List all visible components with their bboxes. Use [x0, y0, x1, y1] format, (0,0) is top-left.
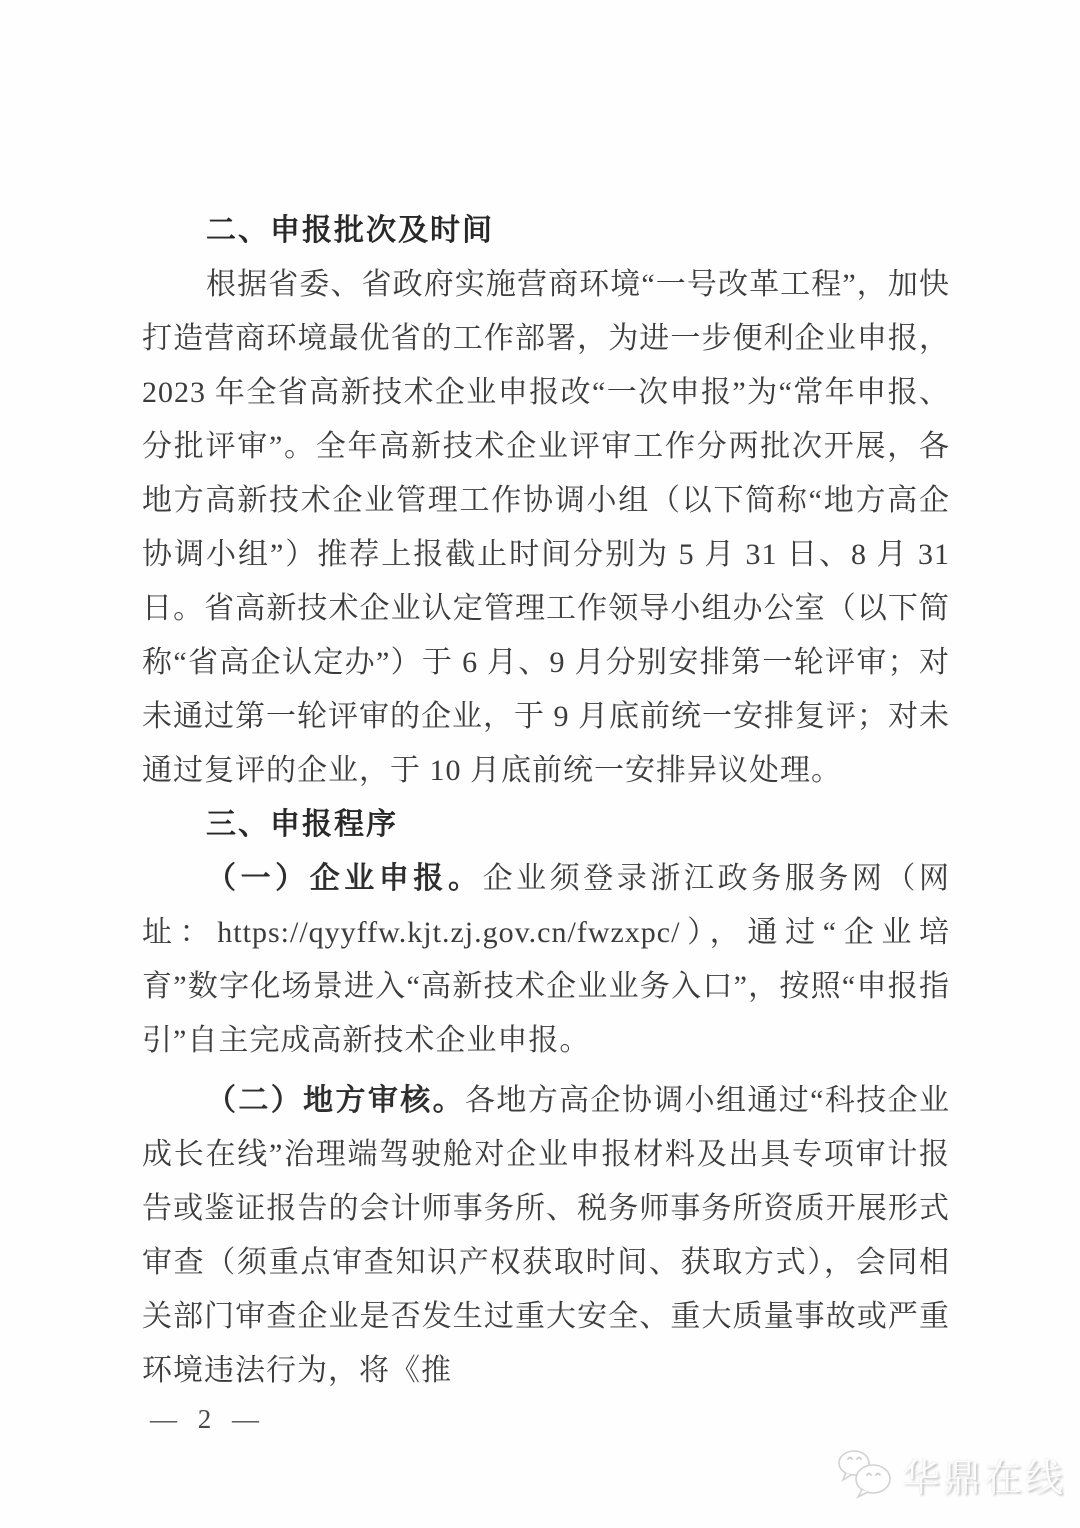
paragraph-lead: （一）企业申报。	[206, 862, 483, 895]
section-heading-application-procedure: 三、申报程序	[206, 808, 398, 841]
wechat-icon	[834, 1446, 896, 1502]
paragraph-text: 各地方高企协调小组通过“科技企业成长在线”治理端驾驶舱对企业申报材料及出具专项审计报告或鉴证报告的会计师事务所、税务师事务所资质开展形式审查（须重点审查知识产权获取时间、获取方式），会同相关部门审查企业是否发生过重大安全、重大质量事故或严重环境违法行为，将《推	[142, 1084, 951, 1387]
paragraph-enterprise-application	[142, 852, 950, 1068]
paragraph-lead: （二）地方审核。	[206, 1084, 466, 1117]
watermark	[834, 1446, 1066, 1502]
section-heading-batches-and-time: 二、申报批次及时间	[206, 214, 494, 247]
watermark-label: 华鼎在线	[901, 1457, 1066, 1500]
paragraph-local-review	[142, 1074, 950, 1398]
paragraph-batches-and-time	[142, 258, 950, 798]
paragraph-text: 根据省委、省政府实施营商环境“一号改革工程”，加快打造营商环境最优省的工作部署，为进一步便利企业申报，2023 年全省高新技术企业申报改“一次申报”为“常年申报、分批评审”。全年高新技术企业评审工作分两批次开展，各地方高新技术企业管理工作协调小组（以下简称“地方高企协调小组”）推荐上报截止时间分别为 5 月 31 日、8 月 31 日。省高新技术企业认定管理工作领导小组办公室（以下简称“省高企认定办”）于 6 月、9 月分别安排第一轮评审；对未通过第一轮评审的企业，于 9 月底前统一安排复评；对未通过复评的企业，于 10 月底前统一安排异议处理。	[142, 268, 950, 787]
document-body	[142, 204, 950, 1398]
page-number: — 2 —	[150, 1404, 266, 1434]
paragraph-text: 企业须登录浙江政务服务网（网址：https://qyyffw.kjt.zj.gov.cn/fwzxpc/），通过“企业培育”数字化场景进入“高新技术企业业务入口”，按照“申报指引”自主完成高新技术企业申报。	[142, 862, 951, 1057]
